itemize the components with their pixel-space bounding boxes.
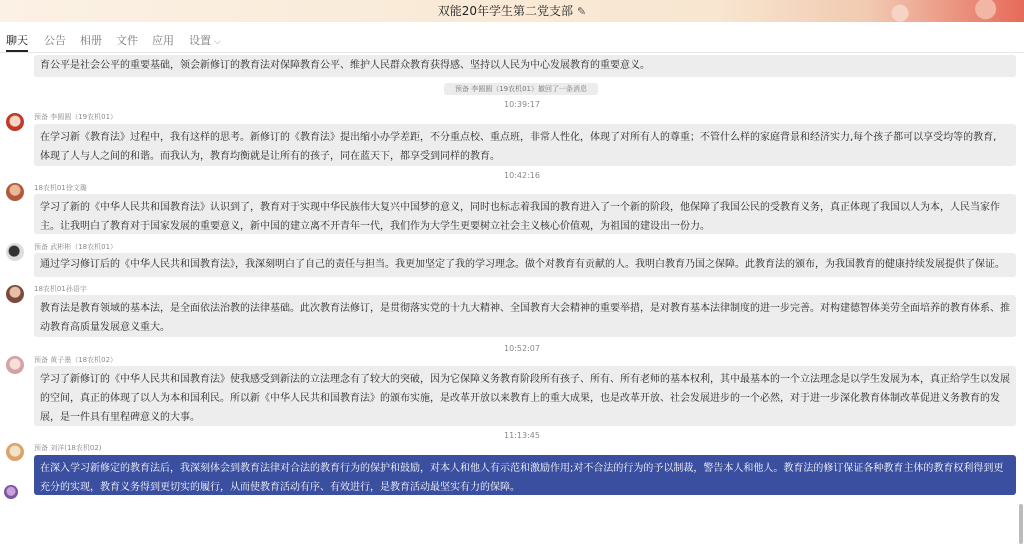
recall-notice: 预备 李圆圆（19农机01）撤回了一条消息 xyxy=(444,83,598,95)
timestamp: 11:13:45 xyxy=(504,431,540,440)
chevron-down-icon: ⌵ xyxy=(214,37,221,47)
message-bubble[interactable] xyxy=(34,366,1016,426)
avatar[interactable] xyxy=(6,285,24,303)
message-text: 学习了新的《中华人民共和国教育法》认识到了，教育对于实现中华民族伟大复兴中国梦的意义，同时也标志着我国的教育进入了一个新的阶段，他保障了我国公民的受教育义务，真正体现了我国以人为本，人民当家作 xyxy=(40,202,1000,213)
active-tab-indicator xyxy=(6,50,28,52)
scrollbar[interactable] xyxy=(1018,56,1024,496)
tab-settings[interactable] xyxy=(189,32,221,48)
sender-name[interactable]: 18农机01孙语宇 xyxy=(34,285,87,293)
avatar[interactable] xyxy=(6,356,24,374)
message-text: 体现了人与人之间的和谐。而我认为，教育均衡就是让所有的孩子，同在蓝天下，都享受到同样的教育。 xyxy=(40,151,500,162)
message-text: 的空间，真正的体现了以人为本和国利民。所以新《中华人民共和国教育法》的颁布实施，是改革开放以来教育上的重大成果，也是改革开放、社会发展进步的一个必然，对于进一步深化教育体制改革促进义务教育的发 xyxy=(40,393,1000,404)
message-text: 在学习新《教育法》过程中，我有这样的思考。新修订的《教育法》提出缩小办学差距，不分重点校、重点班，非常人性化，体现了对所有人的尊重；不管什么样的家庭背景和经济实力,每个孩子都可以享受均等的教育, xyxy=(40,132,997,143)
message-text: 展，是一件具有里程碑意义的大事。 xyxy=(40,412,200,423)
sender-name[interactable]: 预备 李圆圆（19农机01） xyxy=(34,113,118,121)
message-text: 通过学习修订后的《中华人民共和国教育法》，我深刻明白了自己的责任与担当。我更加坚定了我的学习理念。做个对教育有贡献的人。我明白教育乃国之保障。此教育法的颁布，为我国教育的健康持续发展提供了保证。 xyxy=(40,259,1005,270)
timestamp: 10:42:16 xyxy=(504,171,540,180)
timestamp: 10:52:07 xyxy=(504,344,540,353)
message-text: 动教育高质量发展意义重大。 xyxy=(40,322,170,333)
group-title[interactable] xyxy=(0,2,1024,19)
message-text: 在深入学习新修定的教育法后，我深刻体会到教育法律对合法的教育行为的保护和鼓励，对本人和他人有示范和激励作用;对不合法的行为的予以制裁，警告本人和他人。教育法的修订保证各种教育主体的教育权利得到更 xyxy=(40,463,1004,474)
message-text: 育公平是社会公平的重要基础，领会新修订的教育法对保障教育公平、维护人民群众教育获得感、坚持以人民为中心发展教育的重要意义。 xyxy=(40,60,650,71)
sender-name[interactable]: 18农机01徐文璐 xyxy=(34,184,87,192)
sender-name[interactable]: 预备 武彬彬（18农机01） xyxy=(34,243,118,251)
avatar[interactable] xyxy=(6,113,24,131)
message-text: 充分的实现，教育义务得到更切实的履行，从而使教育活动有序、有效进行，是教育活动最坚实有力的保障。 xyxy=(40,482,520,493)
avatar[interactable] xyxy=(4,485,18,499)
tab-album[interactable]: 相册 xyxy=(80,34,102,47)
title-bar xyxy=(0,0,1024,22)
message-bubble[interactable] xyxy=(34,124,1016,166)
tab-files[interactable]: 文件 xyxy=(116,34,138,47)
message-text: 学习了新修订的《中华人民共和国教育法》使我感受到新法的立法理念有了较大的突破，因为它保障义务教育阶段所有孩子、所有、所有老师的基本权利，其中最基本的一个立法理念是以学生发展为本，真正给学生以发展 xyxy=(40,374,1010,385)
message-text: 教育法是教育领域的基本法，是全面依法治教的法律基础。此次教育法修订，是贯彻落实党的十九大精神、全国教育大会精神的重要举措，是对教育基本法律制度的进一步完善。对构建德智体美劳全面培养的教育体系、推 xyxy=(40,303,1010,314)
avatar[interactable] xyxy=(6,243,24,261)
edit-icon[interactable]: ✎ xyxy=(577,5,587,18)
scrollbar-thumb[interactable] xyxy=(1019,504,1023,544)
group-name: 双能20年学生第二党支部 xyxy=(437,4,574,18)
avatar[interactable] xyxy=(6,443,24,461)
sender-name[interactable]: 预备 黄子墨（18农机02） xyxy=(34,356,118,364)
tab-apps[interactable]: 应用 xyxy=(152,34,174,47)
tab-bar xyxy=(0,28,1024,53)
message-bubble-selected[interactable] xyxy=(34,455,1016,495)
timestamp: 10:39:17 xyxy=(504,100,540,109)
tab-chat[interactable]: 聊天 xyxy=(6,34,28,47)
message-bubble[interactable] xyxy=(34,194,1016,234)
message-bubble[interactable] xyxy=(34,55,1016,77)
tab-announcement[interactable]: 公告 xyxy=(44,34,66,47)
avatar[interactable] xyxy=(6,183,24,201)
message-bubble[interactable] xyxy=(34,295,1016,337)
sender-name[interactable]: 预备 刘洋(18农机02) xyxy=(34,444,102,452)
message-text: 主。让我明白了教育对于国家发展的重要意义，新中国的建立离不开青年一代，我们作为大学生更要树立社会主义核心价值观，为祖国的建设出一份力。 xyxy=(40,221,710,232)
message-bubble[interactable] xyxy=(34,253,1016,277)
tab-settings-label: 设置 xyxy=(189,34,211,47)
